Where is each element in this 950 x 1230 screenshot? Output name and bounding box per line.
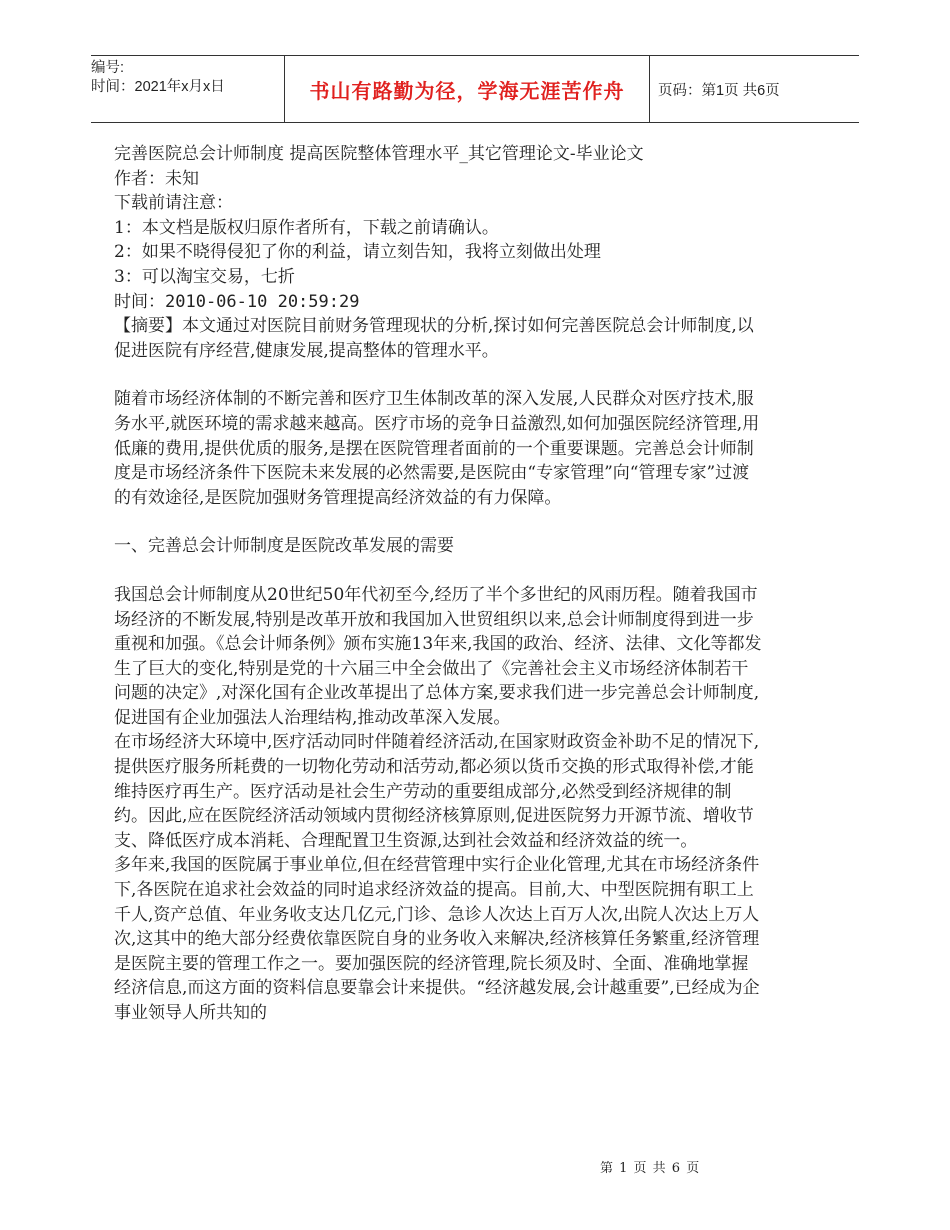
page-footer: [600, 1157, 700, 1176]
page-header: [91, 55, 859, 123]
body-paragraph-3: 多年来,我国的医院属于事业单位,但在经营管理中实行企业化管理,尤其在市场经济条件下,各医院在追求社会效益的同时追求经济效益的提高。目前,大、中型医院拥有职工上千人,资产总值、年业务收支达几亿元,门诊、急诊人次达上百万人次,出院人次达上万人次,这其中的绝大部分经费依靠医院自身的业务收入来解决,经济核算任务繁重,经济管理是医院主要的管理工作之一。要加强医院的经济管理,院长须及时、全面、准确地掌握经济信息,而这方面的资料信息要靠会计来提供。“经济越发展,会计越重要”,已经成为企事业领导人所共知的: [114, 855, 760, 1023]
spacer: [114, 510, 764, 534]
notice-item-2: 2：如果不晓得侵犯了你的利益，请立刻告知，我将立刻做出处理: [114, 242, 601, 263]
body-paragraph-1: 我国总会计师制度从20世纪50年代初至今,经历了半个多世纪的风雨历程。随着我国市场经济的不断发展,特别是改革开放和我国加入世贸组织以来,总会计师制度得到进一步重视和加强。《总会计师条例》颁布实施13年来,我国的政治、经济、法律、文化等都发生了巨大的变化,特别是党的十六届三中全会做出了《完善社会主义市场经济体制若干问题的决定》,对深化国有企业改革提出了总体方案,要求我们进一步完善总会计师制度,促进国有企业加强法人治理结构,推动改革深入发展。: [114, 584, 762, 728]
document-title: 完善医院总会计师制度 提高医院整体管理水平_其它管理论文-毕业论文: [114, 144, 644, 164]
page-info-text: 页码：第1页 共6页: [658, 82, 780, 99]
spacer: [114, 363, 764, 387]
notice-item-3: 3：可以淘宝交易，七折: [114, 266, 295, 287]
document-time-label: 时间：2021年x月x日: [91, 79, 225, 95]
body-paragraph-2: 在市场经济大环境中,医疗活动同时伴随着经济活动,在国家财政资金补助不足的情况下,提供医疗服务所耗费的一切物化劳动和活劳动,都必须以货币交换的形式取得补偿,才能维持医疗再生产。医疗活动是社会生产劳动的重要组成部分,必然受到经济规律的制约。因此,应在医院经济活动领域内贯彻经济核算原则,促进医院努力开源节流、增收节支、降低医疗成本消耗、合理配置卫生资源,达到社会效益和经济效益的统一。: [114, 732, 760, 851]
section-heading-1: 一、完善总会计师制度是医院改革发展的需要: [114, 536, 454, 557]
header-page-info: [658, 56, 858, 122]
document-time: 时间：2010-06-10 20:59:29: [114, 291, 360, 312]
document-body: [114, 142, 764, 1026]
document-author: 作者：未知: [114, 168, 199, 189]
abstract-paragraph: 【摘要】本文通过对医院目前财务管理现状的分析,探讨如何完善医院总会计师制度,以促进医院有序经营,健康发展,提高整体的管理水平。: [114, 316, 754, 361]
header-motto: 书山有路勤为径，学海无涯苦作舟: [309, 78, 625, 103]
header-motto-cell: [284, 56, 650, 122]
document-number-label: 编号:: [91, 60, 125, 76]
notice-heading: 下载前请注意：: [114, 193, 233, 214]
footer-page-number: 第 1 页 共 6 页: [600, 1161, 701, 1176]
header-meta: [91, 56, 283, 122]
intro-paragraph: 随着市场经济体制的不断完善和医疗卫生体制改革的深入发展,人民群众对医疗技术,服务水平,就医环境的需求越来越高。医疗市场的竞争日益激烈,如何加强医院经济管理,用低廉的费用,提供优质的服务,是摆在医院管理者面前的一个重要课题。完善总会计师制度是市场经济条件下医院未来发展的必然需要,是医院由“专家管理”向“管理专家”过渡的有效途径,是医院加强财务管理提高经济效益的有力保障。: [114, 389, 760, 508]
spacer: [114, 559, 764, 583]
notice-item-1: 1：本文档是版权归原作者所有，下载之前请确认。: [114, 217, 499, 238]
